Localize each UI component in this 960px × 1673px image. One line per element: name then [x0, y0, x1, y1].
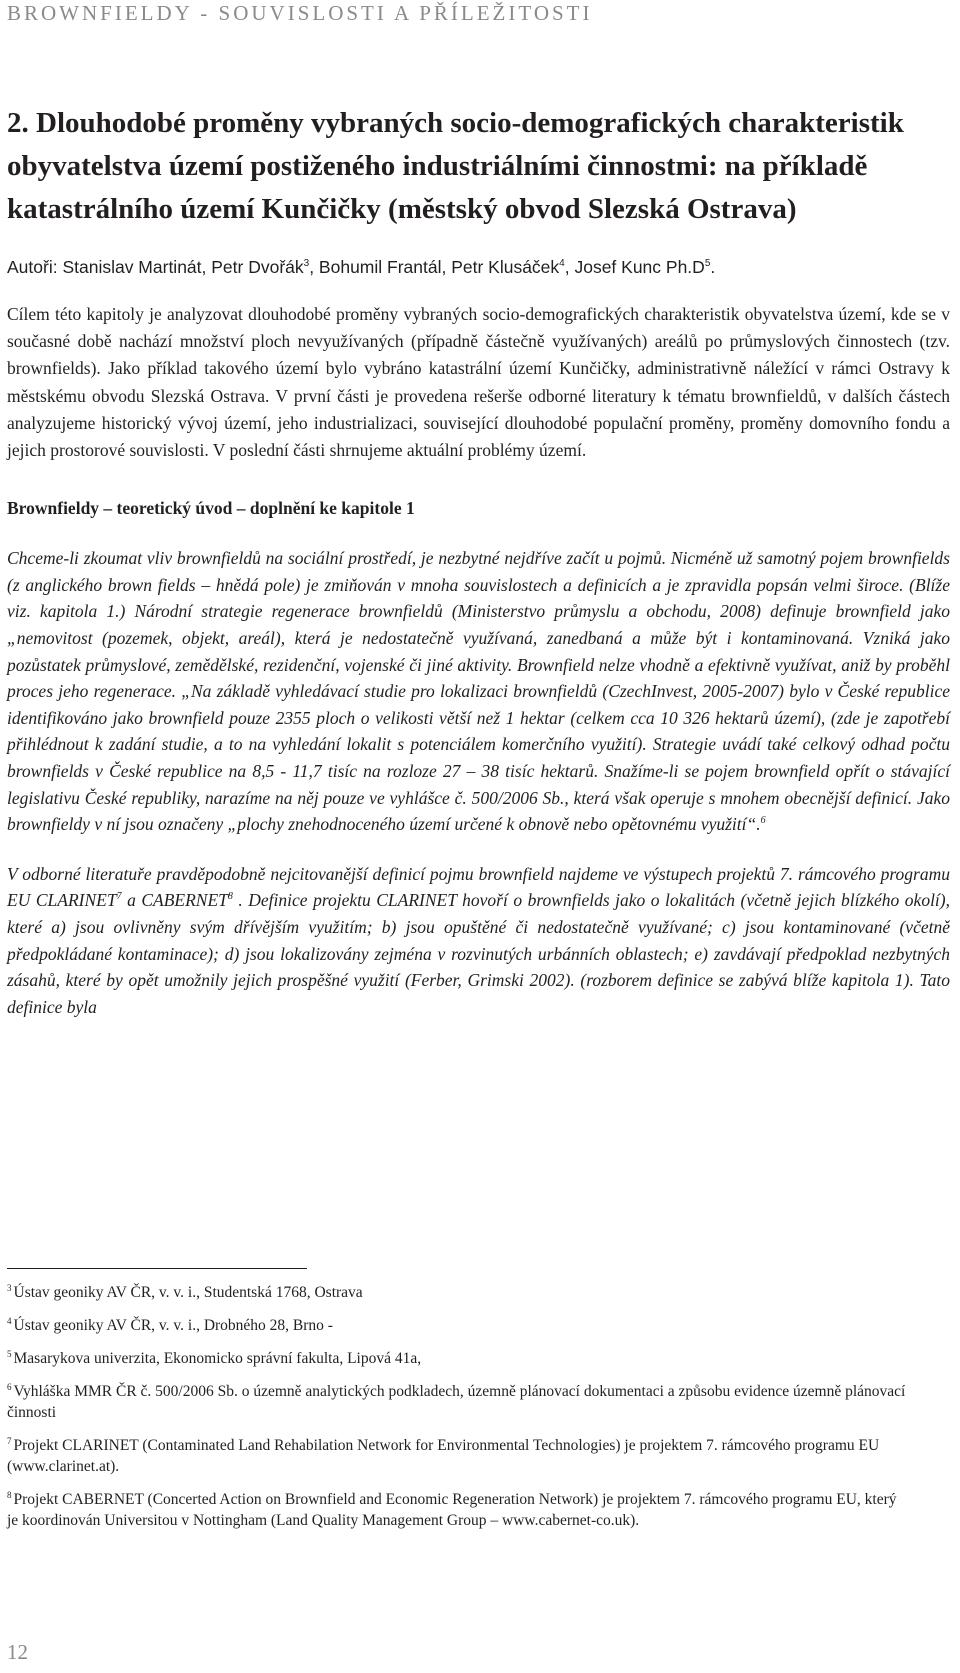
footnotes [7, 1282, 907, 1543]
authors-text: Autoři: Stanislav Martinát, Petr Dvořák [7, 257, 304, 277]
footnote-ref-6: 6 [760, 815, 766, 827]
footnote-4 [7, 1315, 907, 1336]
authors-line [7, 255, 950, 279]
footnote-ref-5: 5 [704, 258, 711, 270]
footnote-3 [7, 1282, 907, 1303]
authors-text: . [710, 257, 716, 277]
footnote-text: Vyhláška MMR ČR č. 500/2006 Sb. o územně analytických podkladech, územně plánovací dokumentaci a způsobu evidence územně plánovací činnosti [7, 1383, 906, 1421]
footnote-text: Projekt CLARINET (Contaminated Land Rehabilation Network for Environmental Technologies) je projektem 7. rámcového programu EU (www.clarinet.at). [7, 1437, 880, 1475]
footnote-mark: 3 [7, 1282, 12, 1293]
body-paragraph-1 [7, 545, 950, 838]
footnote-5 [7, 1348, 907, 1369]
body-paragraph-2 [7, 861, 950, 1021]
section-heading: Brownfieldy – teoretický úvod – doplnění ke kapitole 1 [7, 498, 415, 519]
footnote-text: Ústav geoniky AV ČR, v. v. i., Studentská 1768, Ostrava [13, 1284, 363, 1301]
footnote-8 [7, 1489, 907, 1531]
paragraph-text: Chceme-li zkoumat vliv brownfieldů na sociální prostředí, je nezbytné nejdříve začít u pojmů. Nicméně už samotný pojem brownfields (z anglického brown fields – hnědá pole) je zmiňován v mnoha souvislostech a definicích a je zpravidla popsán velmi široce. (Blíže viz. kapitola 1.) Národní strategie regenerace brownfieldů (Ministerstvo průmyslu a obchodu, 2008) definuje brownfield jako „nemovitost (pozemek, objekt, areál), která je nedostatečně využívaná, zanedbaná a může být i kontaminovaná. Vzniká jako pozůstatek průmyslové, zemědělské, rezidenční, vojenské či jiné aktivity. Brownfield nelze vhodně a efektivně využívat, aniž by proběhl proces jeho regenerace. „Na základě vyhledávací studie pro lokalizaci brownfieldů (CzechInvest, 2005-2007) bylo v České republice identifikováno jako brownfield pouze 2355 ploch o velikosti větší než 1 hektar (celkem cca 10 326 hektarů území), (zde je zapotřebí přihlédnout k zadání studie, a to na vyhledání lokalit s potenciálem komerčního využití). Strategie uvádí také celkový odhad počtu brownfields v České republice na 8,5 - 11,7 tisíc na rozloze 27 – 38 tisíc hektarů. Snažíme-li se pojem brownfield opřít o stávající legislativu České republiky, narazíme na něj pouze ve vyhlášce č. 500/2006 Sb., která však operuje s mnohem obecnější definicí. Jako brownfieldy v ní jsou označeny „plochy znehodnoceného území určené k obnově nebo opětovnému využití“. [7, 548, 950, 835]
footnote-ref-4: 4 [559, 258, 565, 270]
footnote-text: Masarykova univerzita, Ekonomicko správní fakulta, Lipová 41a, [13, 1350, 422, 1367]
authors-text: , Josef Kunc Ph.D [564, 257, 705, 277]
footnote-ref-7: 7 [116, 891, 122, 903]
main-content [7, 102, 950, 1020]
footnote-mark: 6 [7, 1381, 12, 1392]
footnote-mark: 5 [7, 1348, 12, 1359]
chapter-title: 2. Dlouhodobé proměny vybraných socio-demografických charakteristik obyvatelstva území postiženého industriálními činnostmi: na příkladě katastrálního území Kunčičky (městský obvod Slezská Ostrava) [7, 107, 904, 225]
footnote-text: Ústav geoniky AV ČR, v. v. i., Drobného 28, Brno - [13, 1317, 333, 1334]
footnote-ref-3: 3 [303, 258, 310, 270]
paragraph-text: V odborné literatuře pravděpodobně nejcitovanější definicí pojmu brownfield najdeme ve výstupech projektů 7. rámcového programu EU CLARINET [7, 863, 950, 911]
page-number: 12 [7, 1640, 28, 1664]
authors-text: , Bohumil Frantál, Petr Klusáček [309, 257, 560, 277]
paragraph-text: . Definice projektu CLARINET hovoří o brownfields jako o lokalitách (včetně jejich blízkého okolí), které a) jsou ovlivněny svým dřívějším využitím; b) jsou opuštěné či nedostatečně využívané; c) jsou kontaminované (včetně předpokládané kontaminace); d) jsou lokalizovány zejména v rozvinutých urbánních oblastech; e) zavdávají předpoklad nezbytných zásahů, které by opět umožnily jejich prospěšné využití (Ferber, Grimski 2002). (rozborem definice se zabývá blíže kapitola 1). Tato definice byla [7, 890, 950, 1017]
footnote-7 [7, 1435, 907, 1477]
footnote-mark: 8 [7, 1489, 12, 1500]
footnote-divider [7, 1268, 307, 1269]
running-head: BROWNFIELDY - SOUVISLOSTI A PŘÍLEŽITOSTI [7, 1, 593, 25]
paragraph-text: a CABERNET [121, 890, 228, 911]
footnote-mark: 7 [7, 1435, 12, 1446]
footnote-text: Projekt CABERNET (Concerted Action on Brownfield and Economic Regeneration Network) je projektem 7. rámcového programu EU, který je koordinován Universitou v Nottingham (Land Quality Management Group – www.cabernet-co.uk). [7, 1491, 897, 1529]
footnote-6 [7, 1381, 907, 1423]
abstract-paragraph: Cílem této kapitoly je analyzovat dlouhodobé proměny vybraných socio-demografických charakteristik obyvatelstva území, kde se v současné době nachází množství ploch nevyužívaných (případně částečně využívaných) areálů po průmyslových činnostech (tzv. brownfields). Jako příklad takového území bylo vybráno katastrální území Kunčičky, administrativně náležící v rámci Ostravy k městskému obvodu Slezská Ostrava. V první části je provedena rešerše odborné literatury k tématu brownfieldů, v dalších částech analyzujeme historický vývoj území, jeho industrializaci, související dlouhodobé populační proměny, proměny domovního fondu a jejich prostorové souvislosti. V poslední části shrnujeme aktuální problémy území. [7, 304, 950, 461]
footnote-ref-8: 8 [227, 891, 233, 903]
footnote-mark: 4 [7, 1315, 12, 1326]
